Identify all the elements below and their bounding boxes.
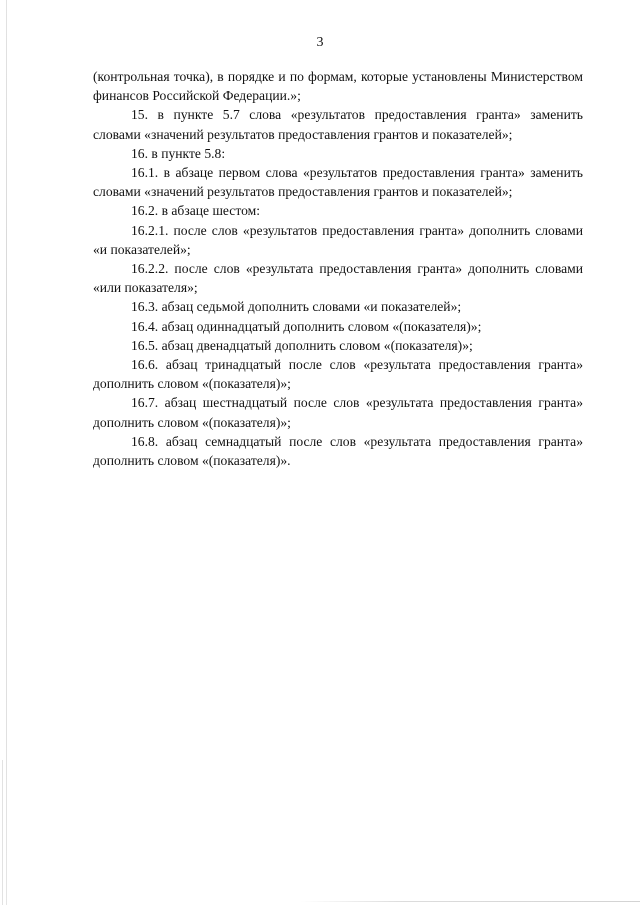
- paragraph-item-16: 16. в пункте 5.8:: [131, 145, 226, 161]
- scan-edge-mark: [2, 760, 3, 905]
- paragraph-item-16-2: 16.2. в абзаце шестом:: [131, 203, 261, 219]
- page-number: 3: [316, 35, 324, 50]
- paragraph-item-16-1: 16.1. в абзаце первом слова «результатов предоставления гранта» заменить словами «значений результатов предоставления грантов и показателей»;: [93, 165, 583, 200]
- paragraph-item-16-5: 16.5. абзац двенадцатый дополнить словом «(показателя)»;: [131, 337, 473, 353]
- paragraph-item-16-6: 16.6. абзац тринадцатый после слов «результата предоставления гранта» дополнить словом «(показателя)»;: [93, 357, 583, 392]
- paragraph-item-16-3: 16.3. абзац седьмой дополнить словами «и показателей»;: [131, 299, 462, 315]
- paragraph-continuation: (контрольная точка), в порядке и по формам, которые установлены Министерством финансов Российской Федерации.»;: [93, 69, 583, 104]
- paragraph-item-16-2-2: 16.2.2. после слов «результата предоставления гранта» дополнить словами «или показателя»;: [93, 261, 583, 296]
- scan-bottom-edge: [300, 901, 640, 902]
- paragraph-item-16-7: 16.7. абзац шестнадцатый после слов «результата предоставления гранта» дополнить словом «(показателя)»;: [93, 395, 583, 430]
- document-body: [93, 67, 583, 470]
- paragraph-item-16-2-1: 16.2.1. после слов «результатов предоставления гранта» дополнить словами «и показателей»;: [93, 222, 583, 257]
- scan-edge-line: [6, 0, 7, 905]
- paragraph-item-16-4: 16.4. абзац одиннадцатый дополнить словом «(показателя)»;: [131, 318, 482, 334]
- paragraph-item-16-8: 16.8. абзац семнадцатый после слов «результата предоставления гранта» дополнить словом «(показателя)».: [93, 433, 583, 469]
- paragraph-item-15: 15. в пункте 5.7 слова «результатов предоставления гранта» заменить словами «значений результатов предоставления грантов и показателей»;: [93, 107, 583, 142]
